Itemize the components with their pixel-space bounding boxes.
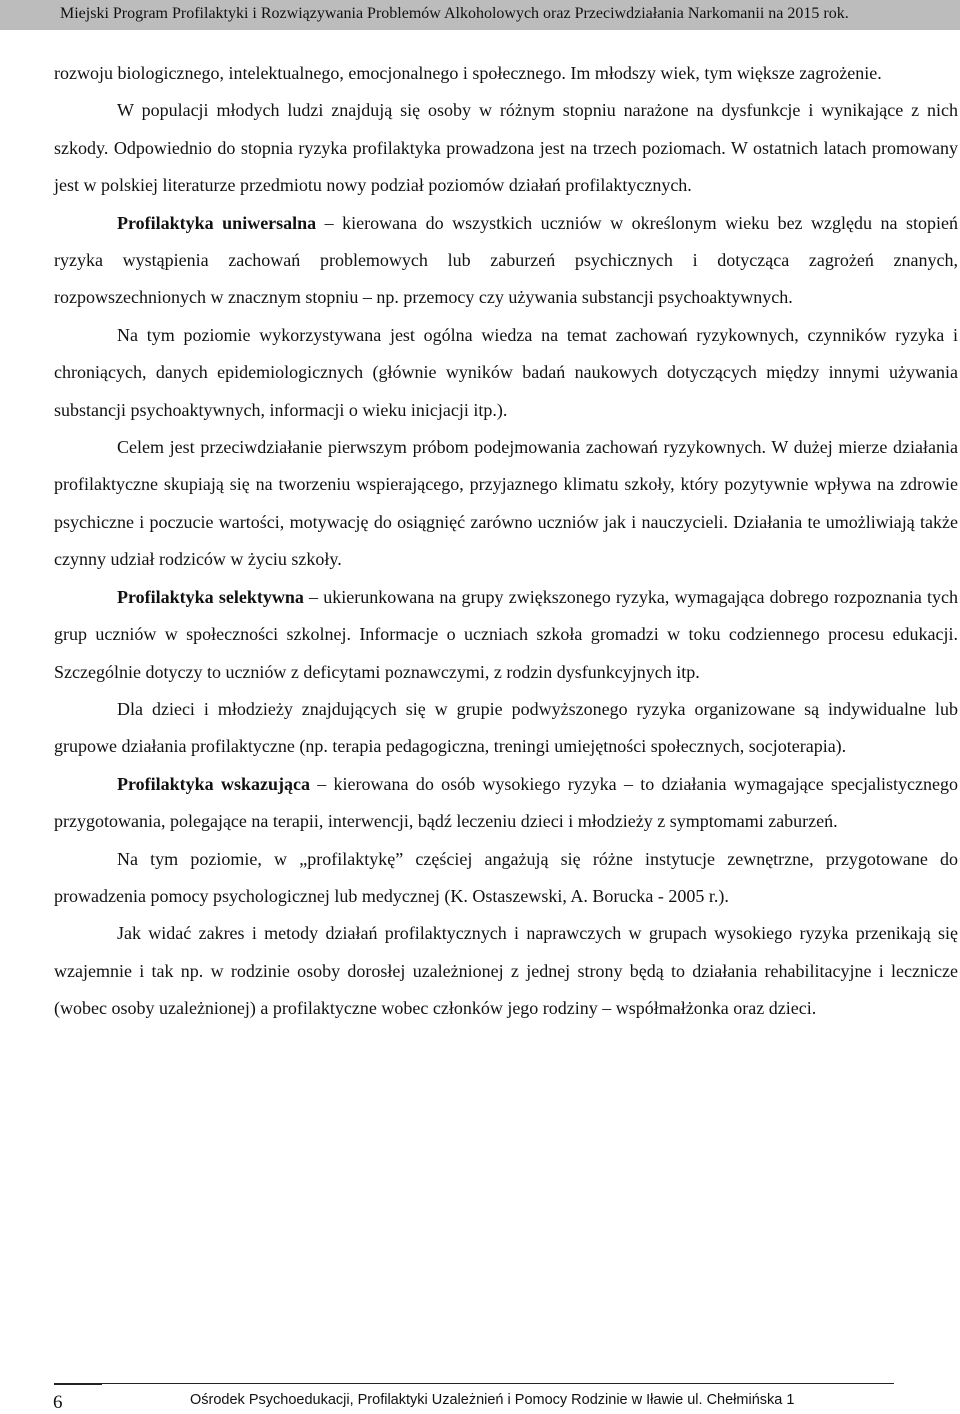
paragraph-3-text: – kierowana do wszystkich uczniów w określonym wieku bez względu na stopień ryzyka wystąpienia zachowań problemowych lub zaburzeń psychicznych i dotycząca zagrożeń znanych, rozpowszechnionych w znacznym stopniu – np. przemocy czy używania substancji psychoaktywnych. xyxy=(54,212,958,308)
footer-divider xyxy=(54,1383,894,1384)
footer-divider-accent xyxy=(54,1383,102,1385)
document-body xyxy=(54,55,958,1028)
paragraph-10 xyxy=(54,915,958,1027)
paragraph-3 xyxy=(54,205,958,317)
paragraph-2-text: W populacji młodych ludzi znajdują się osoby w różnym stopniu narażone na dysfunkcje i wynikające z nich szkody. Odpowiednio do stopnia ryzyka profilaktyka prowadzona jest na trzech poziomach. W ostatnich latach promowany jest w polskiej literaturze przedmiotu nowy podział poziomów działań profilaktycznych. xyxy=(54,100,958,196)
paragraph-9-text: Na tym poziomie, w „profilaktykę” częściej angażują się różne instytucje zewnętrzne, przygotowane do prowadzenia pomocy psychologicznej lub medycznej (K. Ostaszewski, A. Borucka - 2005 r.). xyxy=(54,848,958,906)
paragraph-8-text: – kierowana do osób wysokiego ryzyka – to działania wymagające specjalistycznego przygotowania, polegające na terapii, interwencji, bądź leczeniu dzieci i młodzieży z symptomami zaburzeń. xyxy=(54,773,958,832)
paragraph-4-text: Na tym poziomie wykorzystywana jest ogólna wiedza na temat zachowań ryzykownych, czynników ryzyka i chroniących, danych epidemiologicznych (głównie wyników badań naukowych dotyczących między innymi używania substancji psychoaktywnych, informacji o wieku inicjacji itp.). xyxy=(54,324,958,420)
paragraph-1 xyxy=(54,55,958,92)
paragraph-2 xyxy=(54,92,958,204)
paragraph-8 xyxy=(54,766,958,841)
page-header xyxy=(0,0,960,30)
header-title: Miejski Program Profilaktyki i Rozwiązywania Problemów Alkoholowych oraz Przeciwdziałania Narkomanii na 2015 rok. xyxy=(60,5,849,22)
paragraph-8-lead: Profilaktyka wskazująca xyxy=(117,773,310,794)
paragraph-1-text: rozwoju biologicznego, intelektualnego, emocjonalnego i społecznego. Im młodszy wiek, tym większe zagrożenie. xyxy=(54,63,882,83)
paragraph-4 xyxy=(54,317,958,429)
paragraph-6-lead: Profilaktyka selektywna xyxy=(117,586,304,607)
paragraph-10-text: Jak widać zakres i metody działań profilaktycznych i naprawczych w grupach wysokiego ryzyka przenikają się wzajemnie i tak np. w rodzinie osoby dorosłej uzależnionej z jednej strony będą to działania rehabilitacyjne i lecznicze (wobec osoby uzależnionej) a profilaktyczne wobec członków jego rodziny – współmałżonka oraz dzieci. xyxy=(54,923,958,1019)
paragraph-7-text: Dla dzieci i młodzieży znajdujących się w grupie podwyższonego ryzyka organizowane są indywidualne lub grupowe działania profilaktyczne (np. terapia pedagogiczna, treningi umiejętności społecznych, socjoterapia). xyxy=(54,698,958,757)
page-number: 6 xyxy=(53,1392,63,1413)
paragraph-3-lead: Profilaktyka uniwersalna xyxy=(117,212,317,233)
paragraph-9 xyxy=(54,841,958,916)
paragraph-7 xyxy=(54,691,958,766)
paragraph-5-text: Celem jest przeciwdziałanie pierwszym próbom podejmowania zachowań ryzykownych. W dużej mierze działania profilaktyczne skupiają się na tworzeniu wspierającego, przyjaznego klimatu szkoły, który pozytywnie wpływa na zdrowie psychiczne i poczucie wartości, motywację do osiągnięć zarówno uczniów jak i nauczycieli. Działania te umożliwiają także czynny udział rodziców w życiu szkoły. xyxy=(54,437,958,570)
paragraph-6 xyxy=(54,579,958,691)
footer-text: Ośrodek Psychoedukacji, Profilaktyki Uzależnień i Pomocy Rodzinie w Iławie ul. Chełmińska 1 xyxy=(190,1392,795,1408)
paragraph-6-text: – ukierunkowana na grupy zwiększonego ryzyka, wymagająca dobrego rozpoznania tych grup uczniów w społeczności szkolnej. Informacje o uczniach szkoła gromadzi w toku codziennego procesu edukacji. Szczególnie dotyczy to uczniów z deficytami poznawczymi, z rodzin dysfunkcyjnych itp. xyxy=(54,586,958,682)
paragraph-5 xyxy=(54,429,958,579)
